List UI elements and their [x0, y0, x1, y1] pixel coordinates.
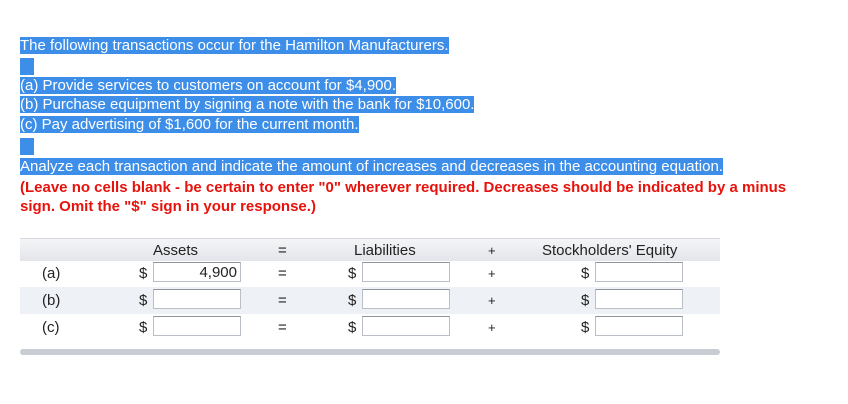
- liabilities-input-c[interactable]: [362, 316, 450, 336]
- header-plus: +: [488, 243, 496, 258]
- selection-gap: [20, 138, 34, 155]
- equals-sign: =: [278, 265, 287, 282]
- assets-input-a[interactable]: [153, 262, 241, 282]
- dollar-sign: $: [581, 265, 590, 282]
- dollar-sign: $: [139, 265, 148, 282]
- plus-sign: +: [488, 320, 496, 335]
- table-row-b: [20, 287, 720, 314]
- plus-sign: +: [488, 293, 496, 308]
- selection-gap: [20, 58, 34, 75]
- dollar-sign: $: [348, 292, 357, 309]
- table-row-a: [20, 260, 720, 287]
- dollar-sign: $: [581, 292, 590, 309]
- horizontal-scrollbar[interactable]: [20, 349, 720, 355]
- transaction-b: (b) Purchase equipment by signing a note with the bank for $10,600.: [20, 96, 475, 113]
- equals-sign: =: [278, 292, 287, 309]
- dollar-sign: $: [348, 265, 357, 282]
- header-liabilities: Liabilities: [354, 242, 416, 259]
- header-equity: Stockholders' Equity: [542, 242, 678, 259]
- dollar-sign: $: [348, 319, 357, 336]
- assets-input-b[interactable]: [153, 289, 241, 309]
- equals-sign: =: [278, 319, 287, 336]
- equity-input-a[interactable]: [595, 262, 683, 282]
- row-label: (a): [42, 265, 61, 282]
- table-header: [20, 238, 720, 261]
- transaction-c: (c) Pay advertising of $1,600 for the current month.: [20, 116, 359, 133]
- dollar-sign: $: [139, 292, 148, 309]
- assets-input-c[interactable]: [153, 316, 241, 336]
- header-equals: =: [278, 242, 287, 259]
- liabilities-input-b[interactable]: [362, 289, 450, 309]
- row-label: (b): [42, 292, 61, 309]
- table-row-c: [20, 314, 720, 341]
- instruction-text: Analyze each transaction and indicate the amount of increases and decreases in the accounting equation.: [20, 158, 723, 175]
- dollar-sign: $: [139, 319, 148, 336]
- warning-text: (Leave no cells blank - be certain to enter "0" wherever required. Decreases should be indicated by a minus sign. Omit the "$" sign in your response.): [20, 179, 787, 215]
- plus-sign: +: [488, 266, 496, 281]
- header-assets: Assets: [153, 242, 199, 259]
- intro-text: The following transactions occur for the Hamilton Manufacturers.: [20, 37, 449, 54]
- dollar-sign: $: [581, 319, 590, 336]
- row-label: (c): [42, 319, 60, 336]
- equity-input-c[interactable]: [595, 316, 683, 336]
- transaction-a: (a) Provide services to customers on account for $4,900.: [20, 77, 397, 94]
- equity-input-b[interactable]: [595, 289, 683, 309]
- liabilities-input-a[interactable]: [362, 262, 450, 282]
